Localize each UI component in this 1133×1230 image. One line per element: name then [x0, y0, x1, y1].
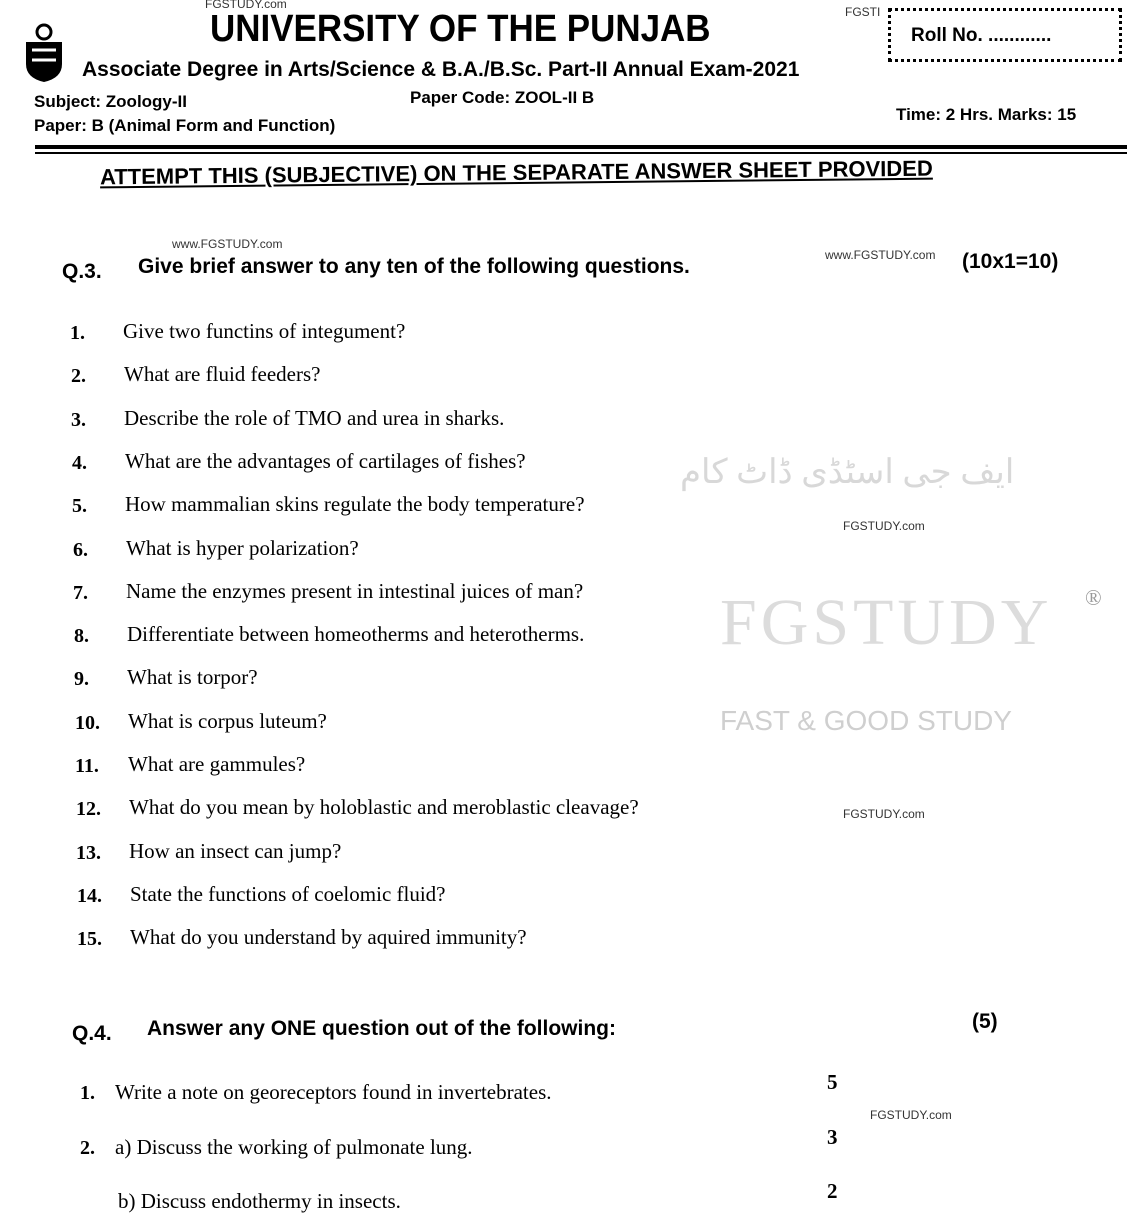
question-text: State the functions of coelomic fluid? — [130, 881, 446, 906]
question-number: 1. — [70, 322, 85, 344]
divider — [35, 152, 1127, 154]
question-number: 12. — [76, 798, 101, 821]
question-number: 3. — [71, 408, 86, 431]
question-number: 9. — [74, 668, 89, 691]
watermark: FGSTUDY.com — [870, 1108, 952, 1122]
q4-title: Answer any ONE question out of the following: — [147, 1017, 616, 1040]
question-number: 14. — [77, 884, 102, 907]
q4-marks: (5) — [972, 1010, 998, 1033]
paper-code: Paper Code: ZOOL-II B — [410, 88, 595, 107]
roll-number-label: Roll No. ............ — [911, 25, 1052, 46]
watermark-registered: ® — [1085, 585, 1102, 610]
roll-number-box — [888, 8, 1122, 62]
paper-title: Paper: B (Animal Form and Function) — [34, 116, 336, 135]
question-number: 8. — [74, 625, 89, 648]
question-text: b) Discuss endothermy in insects. — [118, 1189, 401, 1213]
question-number: 1. — [80, 1082, 95, 1104]
university-title: UNIVERSITY OF THE PUNJAB — [210, 8, 711, 50]
divider — [35, 145, 1127, 149]
exam-title: Associate Degree in Arts/Science & B.A./B.Sc. Part-II Annual Exam-2021 — [82, 58, 800, 81]
q3-title: Give brief answer to any ten of the following questions. — [138, 255, 690, 278]
question-number: 10. — [75, 711, 100, 734]
question-text: What are fluid feeders? — [124, 362, 321, 387]
question-text: a) Discuss the working of pulmonate lung. — [115, 1135, 473, 1159]
question-number: 11. — [75, 755, 99, 777]
instruction: ATTEMPT THIS (SUBJECTIVE) ON THE SEPARATE ANSWER SHEET PROVIDED — [99, 155, 933, 190]
university-logo-icon — [22, 22, 66, 84]
question-number: 5. — [72, 495, 87, 518]
q3-marks: (10x1=10) — [962, 250, 1059, 273]
question-number: 15. — [77, 928, 102, 951]
question-number: 7. — [73, 581, 88, 604]
question-text: Write a note on georeceptors found in invertebrates. — [115, 1080, 552, 1104]
watermark-brand: FGSTUDY — [720, 586, 1053, 659]
q4-label: Q.4. — [72, 1022, 112, 1045]
watermark: FGSTUDY.com — [843, 807, 925, 821]
question-marks: 5 — [827, 1070, 838, 1094]
question-text: How mammalian skins regulate the body temperature? — [125, 492, 585, 517]
question-number: 6. — [73, 538, 88, 561]
watermark: www.FGSTUDY.com — [172, 237, 283, 251]
question-number: 2. — [71, 365, 86, 388]
question-text: Describe the role of TMO and urea in sharks. — [124, 405, 505, 430]
question-text: What are gammules? — [128, 752, 306, 776]
question-marks: 3 — [827, 1125, 838, 1149]
question-text: Differentiate between homeotherms and heterotherms. — [127, 622, 585, 647]
q3-label: Q.3. — [62, 260, 102, 283]
question-number: 4. — [72, 451, 87, 474]
watermark-roll: FGSTI — [845, 5, 881, 19]
question-text: What do you understand by aquired immunity? — [130, 925, 527, 950]
subject: Subject: Zoology-II — [34, 92, 187, 111]
time-marks: Time: 2 Hrs. Marks: 15 — [896, 105, 1077, 124]
watermark-tagline: FAST & GOOD STUDY — [720, 705, 1012, 736]
question-text: Name the enzymes present in intestinal juices of man? — [126, 578, 584, 603]
watermark-urdu: ایف جی اسٹڈی ڈاٹ کام — [680, 454, 1015, 491]
question-number: 13. — [76, 841, 101, 864]
question-number: 2. — [80, 1137, 95, 1159]
watermark-top: FGSTUDY.com — [205, 0, 287, 11]
question-text: What is torpor? — [127, 665, 258, 690]
question-text: What is hyper polarization? — [126, 535, 359, 560]
question-text: How an insect can jump? — [129, 838, 342, 863]
question-text: What is corpus luteum? — [128, 708, 327, 733]
watermark: FGSTUDY.com — [843, 519, 925, 533]
question-text: What are the advantages of cartilages of fishes? — [125, 448, 526, 473]
question-text: What do you mean by holoblastic and meroblastic cleavage? — [129, 795, 639, 820]
question-marks: 2 — [827, 1179, 838, 1203]
question-text: Give two functins of integument? — [123, 319, 406, 343]
watermark: www.FGSTUDY.com — [825, 248, 936, 262]
